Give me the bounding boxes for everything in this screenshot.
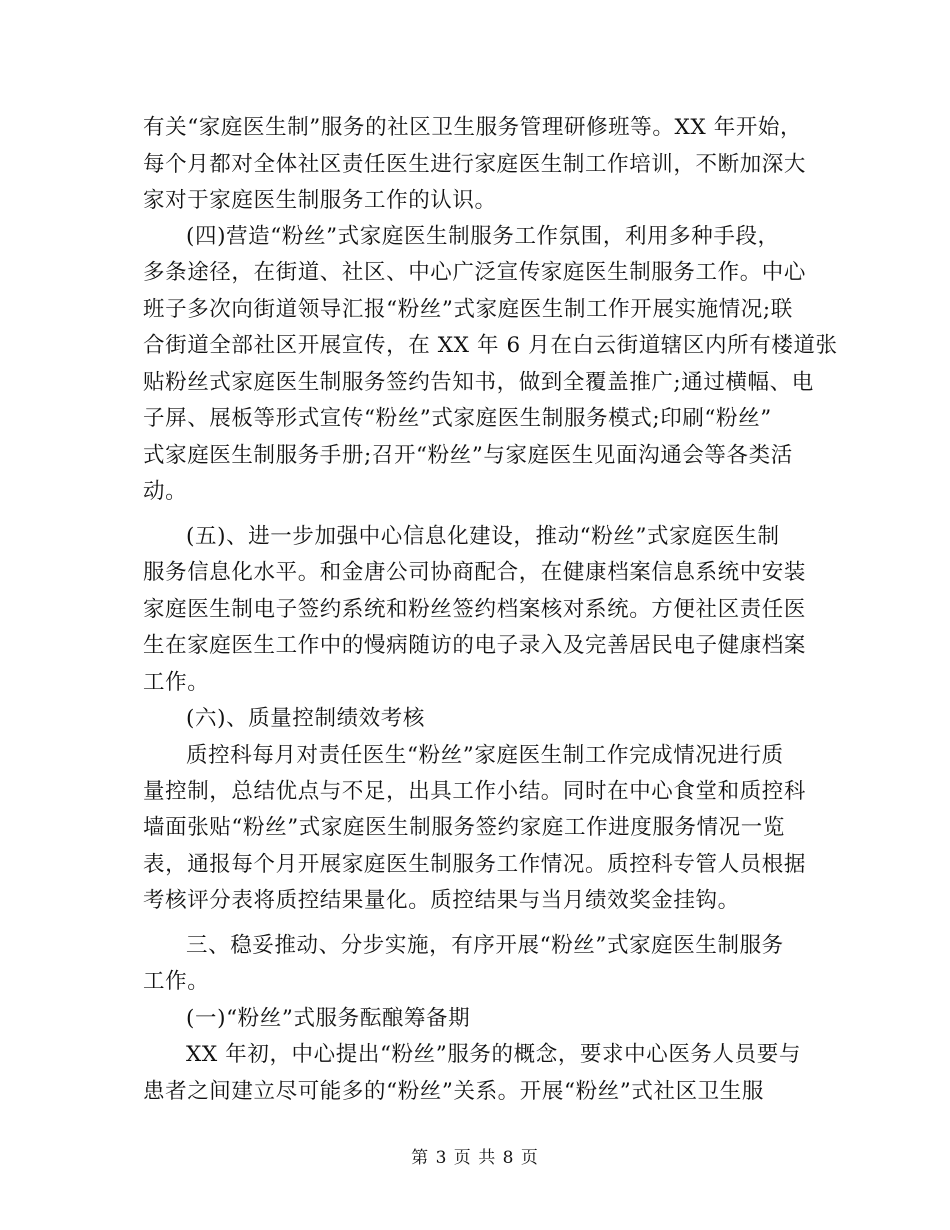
paragraph-start-line: (四)营造“粉丝”式家庭医生制服务工作氛围，利用多种手段，	[186, 224, 780, 249]
body-text-line: 多条途径，在街道、社区、中心广泛宣传家庭医生制服务工作。中心	[143, 260, 807, 285]
body-text-line: 动。	[143, 479, 188, 504]
body-text-line: 班子多次向街道领导汇报“粉丝”式家庭医生制工作开展实施情况;联	[143, 297, 793, 322]
paragraph-start-line: XX 年初，中心提出“粉丝”服务的概念，要求中心医务人员要与	[186, 1042, 801, 1067]
body-text-line: 工作。	[143, 969, 210, 994]
section-heading: 三、稳妥推动、分步实施，有序开展“粉丝”式家庭医生制服务	[186, 933, 784, 958]
body-text-line: 服务信息化水平。和金唐公司协商配合，在健康档案信息系统中安装	[143, 560, 807, 585]
page-number-footer: 第 3 页 共 8 页	[411, 1148, 539, 1168]
body-text-line: 量控制，总结优点与不足，出具工作小结。同时在中心食堂和质控科	[143, 779, 807, 804]
body-text-line: 贴粉丝式家庭医生制服务签约告知书，做到全覆盖推广;通过横幅、电	[143, 370, 814, 395]
body-text-line: 生在家庭医生工作中的慢病随访的电子录入及完善居民电子健康档案	[143, 633, 807, 658]
paragraph-start-line: (五)、进一步加强中心信息化建设，推动“粉丝”式家庭医生制	[186, 524, 780, 549]
body-text-line: 家庭医生制电子签约系统和粉丝签约档案核对系统。方便社区责任医	[143, 597, 807, 622]
body-text-line: 每个月都对全体社区责任医生进行家庭医生制工作培训，不断加深大	[143, 152, 807, 177]
body-text-line: 工作。	[143, 670, 210, 695]
section-heading: (六)、质量控制绩效考核	[186, 706, 425, 731]
body-text-line: 患者之间建立尽可能多的“粉丝”关系。开展“粉丝”式社区卫生服	[143, 1079, 764, 1104]
body-text-line: 家对于家庭医生制服务工作的认识。	[143, 188, 497, 213]
body-text-line: 式家庭医生制服务手册;召开“粉丝”与家庭医生见面沟通会等各类活	[143, 443, 793, 468]
paragraph-start-line: 质控科每月对责任医生“粉丝”家庭医生制工作完成情况进行质	[186, 743, 784, 768]
body-text-line: 表，通报每个月开展家庭医生制服务工作情况。质控科专管人员根据	[143, 852, 807, 877]
body-text-line: 子屏、展板等形式宣传“粉丝”式家庭医生制服务模式;印刷“粉丝”	[143, 406, 772, 431]
section-heading: (一)“粉丝”式服务酝酿筹备期	[186, 1006, 471, 1031]
body-text-line: 考核评分表将质控结果量化。质控结果与当月绩效奖金挂钩。	[143, 888, 740, 913]
body-text-line: 合街道全部社区开展宣传，在 XX 年 6 月在白云街道辖区内所有楼道张	[143, 333, 838, 358]
body-text-line: 有关“家庭医生制”服务的社区卫生服务管理研修班等。XX 年开始，	[143, 115, 803, 140]
body-text-line: 墙面张贴“粉丝”式家庭医生制服务签约家庭工作进度服务情况一览	[143, 815, 785, 840]
